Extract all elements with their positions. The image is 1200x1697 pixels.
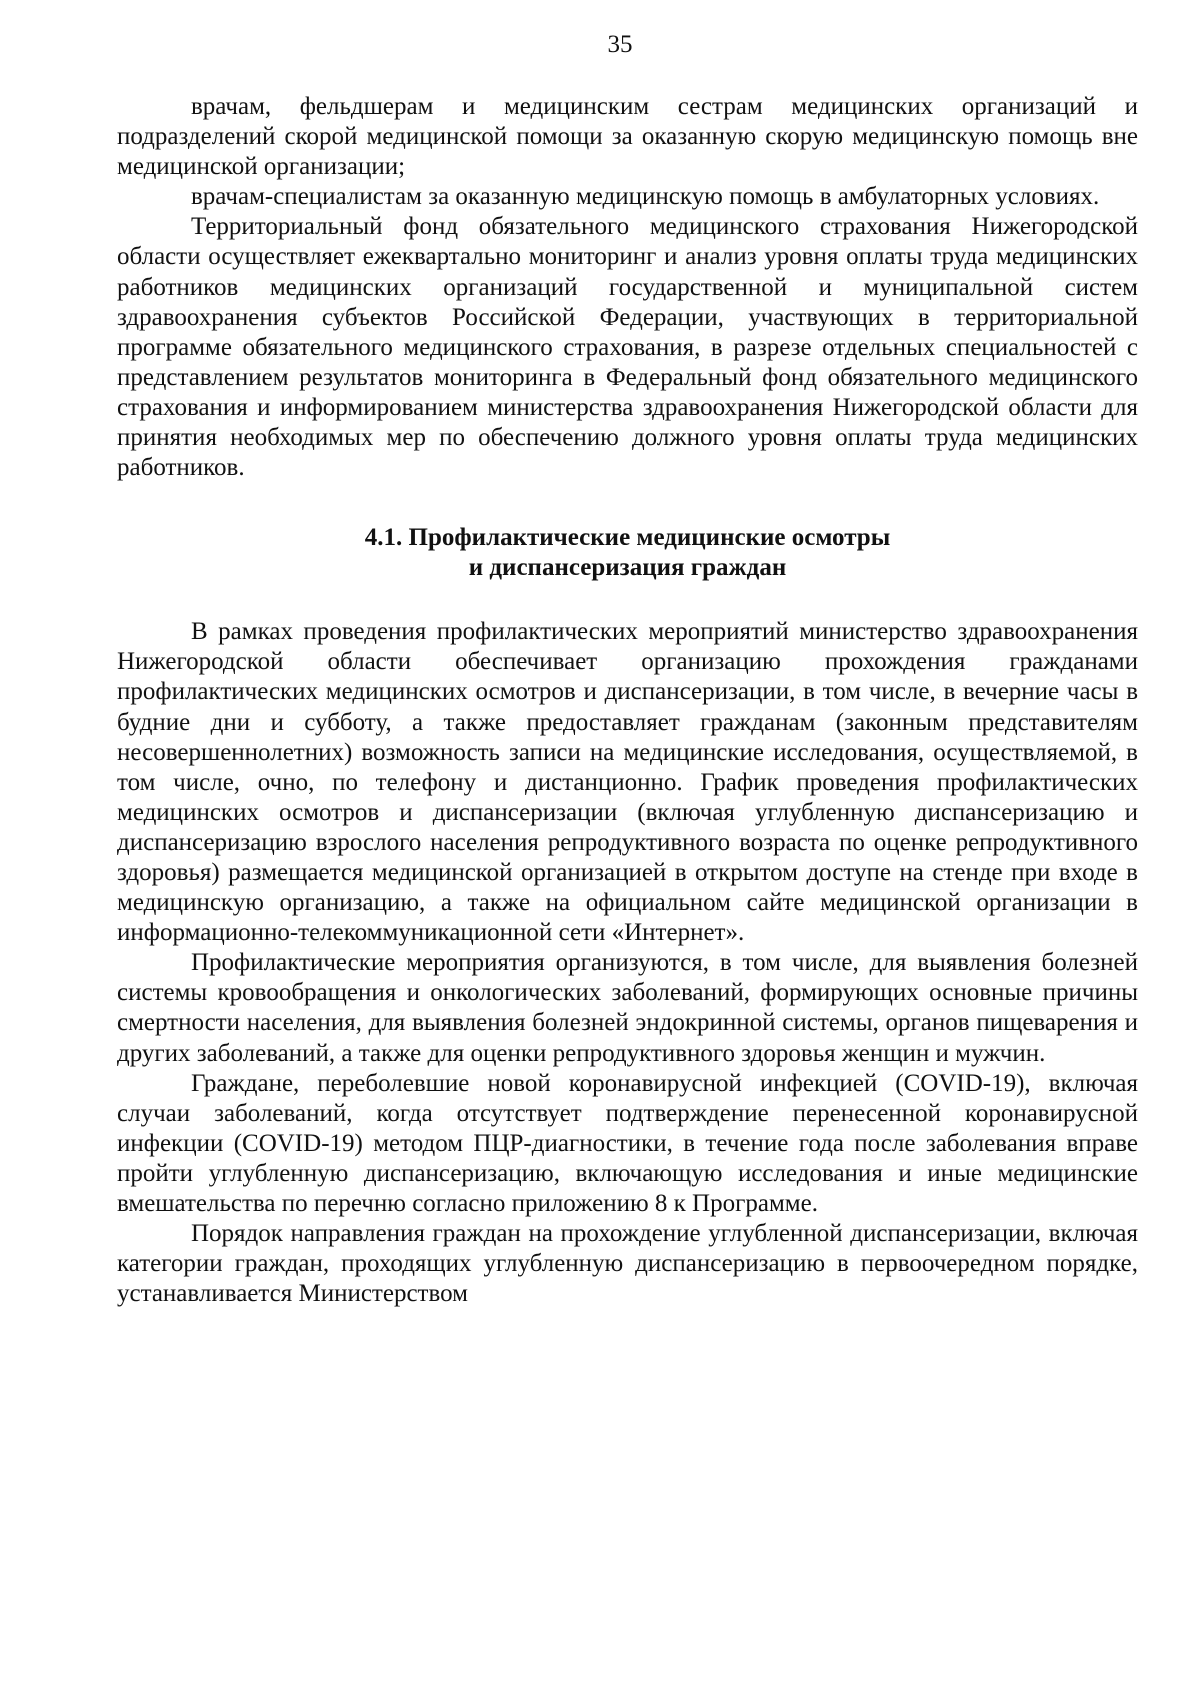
document-body	[117, 92, 1138, 1309]
paragraph-covid-in-depth-screening: Граждане, переболевшие новой коронавирусной инфекцией (COVID-19), включая случаи заболеваний, когда отсутствует подтверждение перенесенной коронавирусной инфекции (COVID-19) методом ПЦР-диагностики, в течение года после заболевания вправе пройти углубленную диспансеризацию, включающую исследования и иные медицинские вмешательства по перечню согласно приложению 8 к Программе.	[117, 1069, 1138, 1217]
paragraph-specialists-outpatient: врачам-специалистам за оказанную медицинскую помощь в амбулаторных условиях.	[191, 183, 1100, 211]
paragraph-preventive-measures-purpose: Профилактические мероприятия организуются, в том числе, для выявления болезней системы кровообращения и онкологических заболеваний, формирующих основные причины смертности населения, для выявления болезней эндокринной системы, органов пищеварения и других заболеваний, а также для оценки репродуктивного здоровья женщин и мужчин.	[117, 949, 1138, 1067]
paragraph-preventive-measures-organization: В рамках проведения профилактических мероприятий министерство здравоохранения Нижегородской области обеспечивает организацию прохождения гражданами профилактических медицинских осмотров и диспансеризации, в том числе, в вечерние часы в будние дни и субботу, а также предоставляет гражданам (законным представителям несовершеннолетних) возможность записи на медицинские исследования, осуществляемой, в том числе, очно, по телефону и дистанционно. График проведения профилактических медицинских осмотров и диспансеризации (включая углубленную диспансеризацию и диспансеризацию взрослого населения репродуктивного возраста по оценке репродуктивного здоровья) размещается медицинской организацией в открытом доступе на стенде при входе в медицинскую организацию, а также на официальном сайте медицинской организации в информационно-телекоммуникационной сети «Интернет».	[117, 618, 1138, 947]
section-heading-line-2: и диспансеризация граждан	[468, 554, 787, 582]
paragraph-territorial-fund-monitoring: Территориальный фонд обязательного медицинского страхования Нижегородской области осуществляет ежеквартально мониторинг и анализ уровня оплаты труда медицинских работников медицинских организаций государственной и муниципальной систем здравоохранения субъектов Российской Федерации, участвующих в территориальной программе обязательного медицинского страхования, в разрезе отдельных специальностей с представлением результатов мониторинга в Федеральный фонд обязательного медицинского страхования и информированием министерства здравоохранения Нижегородской области для принятия необходимых мер по обеспечению должного уровня оплаты труда медицинских работников.	[117, 213, 1138, 482]
paragraph-doctors-emergency: врачам, фельдшерам и медицинским сестрам медицинских организаций и подразделений скорой медицинской помощи за оказанную скорую медицинскую помощь вне медицинской организации;	[117, 93, 1138, 181]
section-heading-line-1: 4.1. Профилактические медицинские осмотры	[364, 524, 891, 552]
page-number: 35	[607, 31, 633, 58]
section-heading	[117, 523, 1138, 583]
paragraph-referral-procedure: Порядок направления граждан на прохождение углубленной диспансеризации, включая категории граждан, проходящих углубленную диспансеризацию в первоочередном порядке, устанавливается Министерством	[117, 1220, 1138, 1308]
